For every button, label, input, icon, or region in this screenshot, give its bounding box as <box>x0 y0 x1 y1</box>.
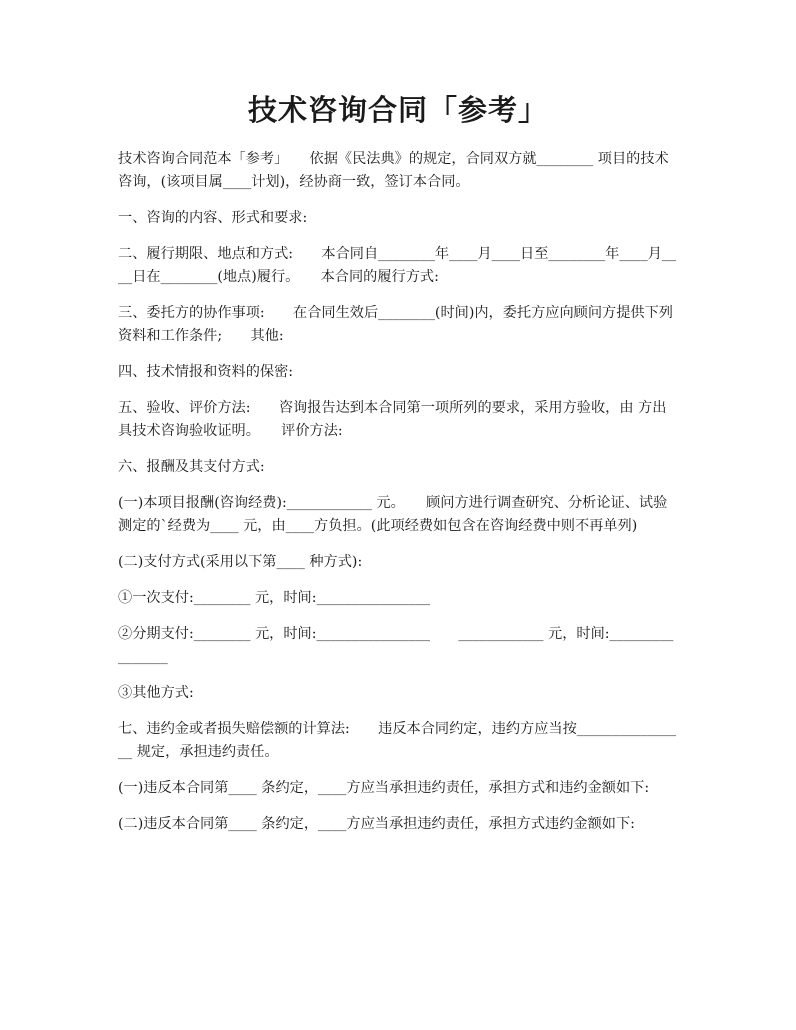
section-1-heading: 一、咨询的内容、形式和要求: <box>118 210 308 226</box>
section-3-paragraph: 三、委托方的协作事项: 在合同生效后________(时间)内，委托方应向顾问方提供下列资料和工作条件; 其他: <box>118 305 673 344</box>
payment-option-3: ③其他方式: <box>118 685 194 701</box>
section-5-paragraph: 五、验收、评价方法: 咨询报告达到本合同第一项所列的要求，采用方验收，由 方出具技术咨询验收证明。 评价方法: <box>118 400 667 439</box>
section-4-heading: 四、技术情报和资料的保密: <box>118 364 294 380</box>
document-body <box>118 148 678 849</box>
section-6-heading: 六、报酬及其支付方式: <box>118 459 265 475</box>
payment-option-1: ①一次支付:________ 元，时间:________________ <box>118 590 431 606</box>
intro-paragraph: 技术咨询合同范本「参考」 依据《民法典》的规定，合同双方就________ 项目的技术咨询，(该项目属____计划)，经协商一致，签订本合同。 <box>118 151 669 190</box>
document-title: 技术咨询合同「参考」 <box>247 93 548 127</box>
section-7-item-1: (一)违反本合同第____ 条约定，____方应当承担违约责任，承担方式和违约金额如下: <box>118 780 650 796</box>
section-2-paragraph: 二、履行期限、地点和方式: 本合同自________年____月____日至________年____月____日在________(地点)履行。 本合同的履行方式: <box>118 246 677 285</box>
section-7-paragraph: 七、违约金或者损失赔偿额的计算法: 违反本合同约定，违约方应当按________________ 规定，承担违约责任。 <box>118 721 677 760</box>
section-7-item-2: (二)违反本合同第____ 条约定，____方应当承担违约责任，承担方式违约金额如下: <box>118 816 635 832</box>
section-6-item-1: (一)本项目报酬(咨询经费):____________ 元。 顾问方进行调查研究、分析论证、试验测定的`经费为____ 元，由____方负担。(此项经费如包含在咨询经费中则不再单列) <box>118 495 668 534</box>
payment-option-2: ②分期支付:________ 元，时间:________________ ____________ 元，时间:________________ <box>118 626 674 665</box>
section-6-item-2: (二)支付方式(采用以下第____ 种方式): <box>118 554 363 570</box>
